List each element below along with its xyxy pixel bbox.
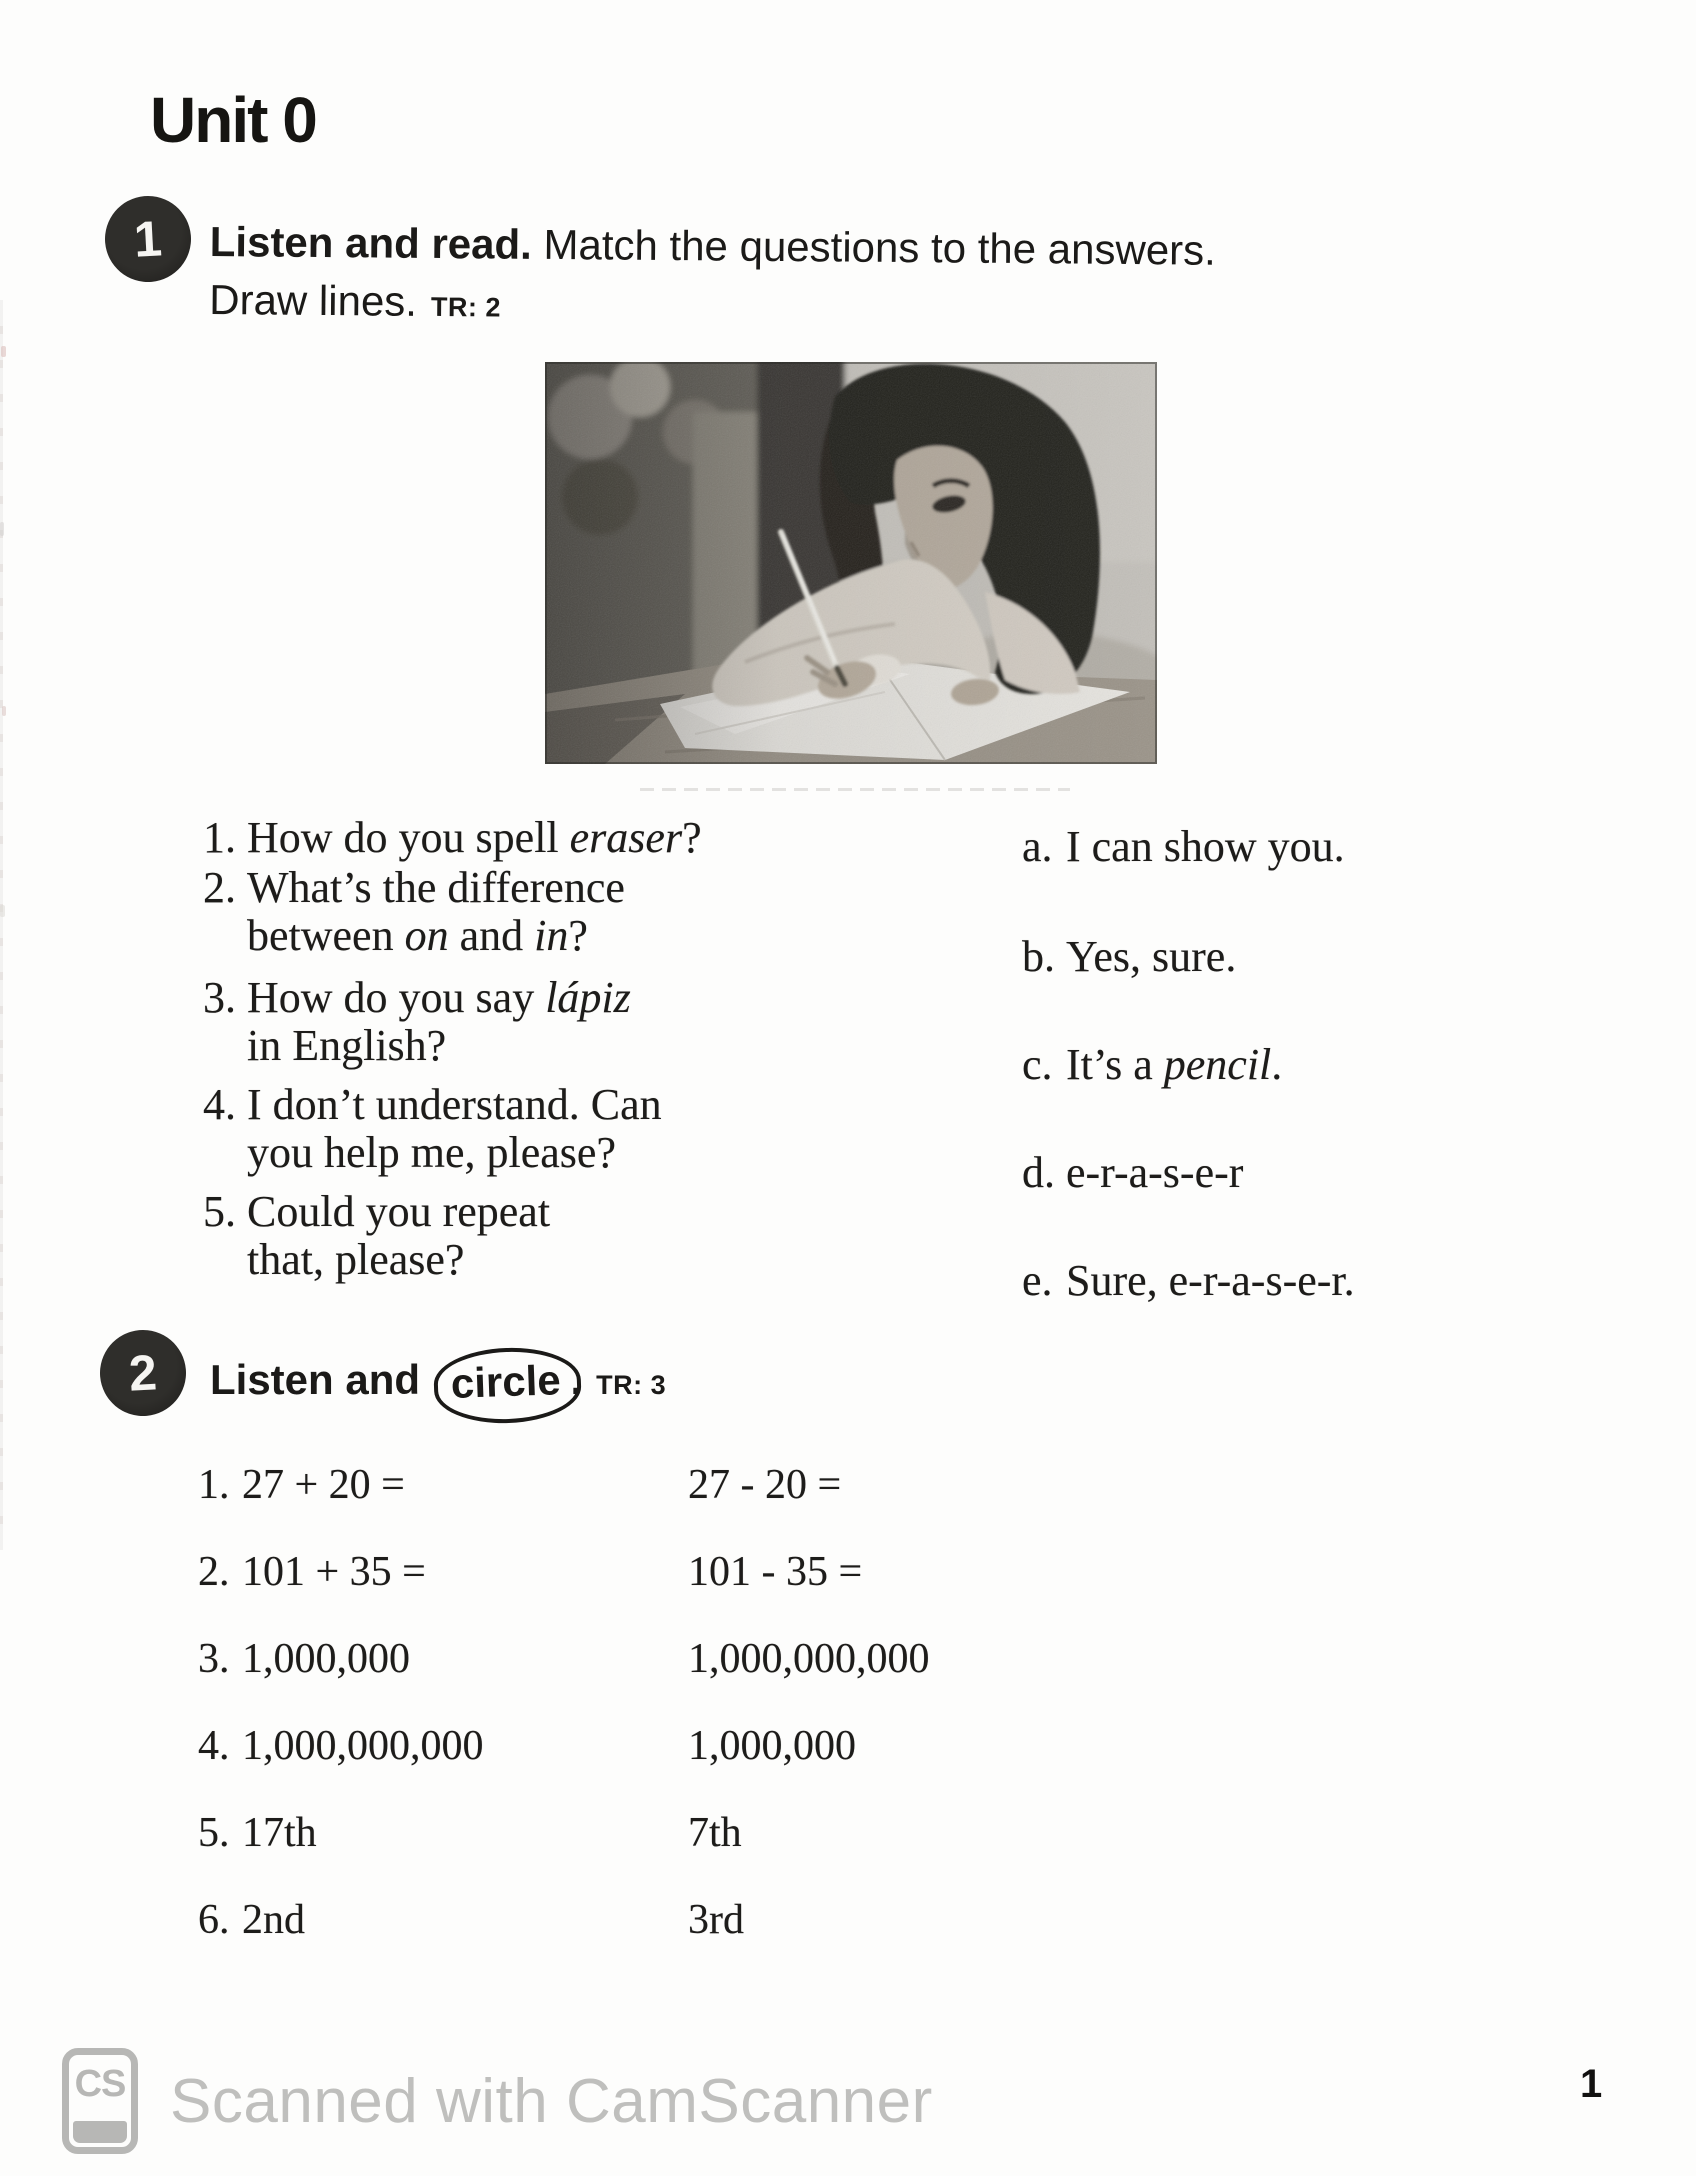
- answer-b-letter: b.: [1022, 932, 1055, 981]
- row-1-number: 1.: [198, 1462, 230, 1508]
- question-3-line2: in English?: [247, 1021, 447, 1070]
- question-2-part: and: [448, 911, 535, 960]
- exercise-1-heading: [209, 214, 1216, 342]
- answer-b: [1022, 932, 1686, 981]
- question-4-number: 4.: [203, 1080, 236, 1129]
- row-3-right-option: 1,000,000,000: [688, 1636, 930, 1682]
- question-1-part: How do you spell: [247, 813, 570, 862]
- question-2-part: between: [247, 911, 405, 960]
- exercise-2-badge: [96, 1326, 189, 1419]
- scan-edge-artifact: [2, 706, 6, 716]
- answer-a-letter: a.: [1022, 822, 1053, 871]
- answer-e-text: Sure, e-r-a-s-e-r.: [1066, 1256, 1355, 1305]
- row-1-left-option: 27 + 20 =: [242, 1462, 405, 1508]
- row-2-right-option: 101 - 35 =: [688, 1549, 863, 1595]
- answer-d-letter: d.: [1022, 1148, 1055, 1197]
- question-4-line1: I don’t understand. Can: [247, 1080, 662, 1129]
- question-2-line2: [247, 912, 807, 960]
- question-1: [203, 813, 807, 862]
- exercise-2-row-3: [0, 1635, 1696, 1685]
- row-6-left-option: 2nd: [242, 1897, 305, 1943]
- camscanner-watermark: Scanned with CamScanner: [170, 2067, 933, 2136]
- exercise-1-instruction: Draw lines.: [209, 275, 418, 325]
- answer-c: [1022, 1040, 1686, 1089]
- question-3-italic: lápiz: [545, 973, 631, 1022]
- question-3-line1: [247, 974, 807, 1022]
- exercise-2-track-label: TR: 3: [596, 1370, 667, 1400]
- row-4-number: 4.: [198, 1723, 230, 1769]
- question-2-number: 2.: [203, 863, 236, 912]
- question-4: [203, 1080, 807, 1177]
- question-2-italic: in: [534, 911, 569, 960]
- row-2-left-option: 101 + 35 =: [242, 1549, 426, 1595]
- question-5-number: 5.: [203, 1187, 236, 1236]
- row-6-number: 6.: [198, 1897, 230, 1943]
- exercise-2-heading: [210, 1352, 666, 1413]
- camscanner-logo-text: CS: [74, 2063, 126, 2105]
- question-2-italic: on: [404, 911, 449, 960]
- camscanner-logo-icon: [62, 2048, 138, 2154]
- answer-c-italic: pencil: [1163, 1040, 1272, 1089]
- answer-d-text: e-r-a-s-e-r: [1066, 1148, 1244, 1197]
- question-1-number: 1.: [203, 813, 236, 862]
- answer-c-letter: c.: [1022, 1040, 1053, 1089]
- answer-d: [1022, 1148, 1686, 1197]
- row-3-left-option: 1,000,000: [242, 1636, 410, 1682]
- exercise-2-row-2: [0, 1548, 1696, 1598]
- question-5: [203, 1187, 807, 1284]
- exercise-2-number: 2: [127, 1344, 159, 1402]
- question-5-line2: that, please?: [247, 1235, 465, 1284]
- question-4-line2: you help me, please?: [247, 1128, 616, 1177]
- question-3: [203, 973, 807, 1070]
- question-3-number: 3.: [203, 973, 236, 1022]
- exercise-2-title-bold: Listen and: [210, 1356, 432, 1403]
- row-5-number: 5.: [198, 1810, 230, 1856]
- row-3-number: 3.: [198, 1636, 230, 1682]
- exercise-2-title-period: .: [570, 1356, 583, 1403]
- row-4-left-option: 1,000,000,000: [242, 1723, 484, 1769]
- exercise-2-row-4: [0, 1722, 1696, 1772]
- answer-e-letter: e.: [1022, 1256, 1053, 1305]
- question-2: [203, 863, 807, 960]
- question-1-italic: eraser: [569, 813, 683, 862]
- answer-a-text: I can show you.: [1066, 822, 1345, 871]
- row-5-left-option: 17th: [242, 1810, 317, 1856]
- answer-b-text: Yes, sure.: [1066, 932, 1237, 981]
- row-5-right-option: 7th: [688, 1810, 742, 1856]
- exercise-1-track-label: TR: 2: [430, 291, 502, 323]
- exercise-1-heading-line1: [210, 214, 1217, 278]
- page-number: 1: [1580, 2062, 1603, 2106]
- unit-title: Unit 0: [150, 84, 316, 156]
- question-5-line1: Could you repeat: [247, 1187, 551, 1236]
- row-1-right-option: 27 - 20 =: [688, 1462, 842, 1508]
- camscanner-logo-bar: [73, 2121, 127, 2143]
- photo-girl-writing-graphic: [545, 362, 1157, 764]
- answer-c-part: .: [1271, 1040, 1283, 1089]
- question-1-part: ?: [682, 813, 702, 862]
- exercise-2-row-5: [0, 1809, 1696, 1859]
- exercise-1-number: 1: [132, 210, 164, 268]
- exercise-1-heading-line2: [209, 272, 1216, 342]
- scan-edge-artifact: [1, 346, 6, 357]
- scan-smudge: [640, 788, 1070, 791]
- answer-a: [1022, 822, 1686, 871]
- scan-edge-artifact: [0, 522, 4, 536]
- scan-edge-artifact: [0, 300, 3, 1550]
- photo-girl-writing: [545, 362, 1157, 764]
- row-6-right-option: 3rd: [688, 1897, 744, 1943]
- question-3-part: How do you say: [247, 973, 546, 1022]
- row-4-right-option: 1,000,000: [688, 1723, 856, 1769]
- exercise-1-title-rest: Match the questions to the answers.: [531, 220, 1217, 274]
- question-1-text: [247, 814, 807, 862]
- answer-e: [1022, 1256, 1686, 1305]
- row-2-number: 2.: [198, 1549, 230, 1595]
- scan-edge-artifact: [0, 905, 5, 917]
- question-2-part: ?: [568, 911, 588, 960]
- exercise-2-row-6: [0, 1896, 1696, 1946]
- answer-c-text: [1066, 1040, 1282, 1089]
- exercise-2-row-1: [0, 1461, 1696, 1511]
- exercise-1-badge: [101, 192, 194, 285]
- question-2-line1: What’s the difference: [247, 863, 625, 912]
- exercise-2-circled-word: circle: [432, 1345, 581, 1425]
- exercise-1-title-bold: Listen and read.: [209, 217, 533, 268]
- answer-c-part: It’s a: [1066, 1040, 1164, 1089]
